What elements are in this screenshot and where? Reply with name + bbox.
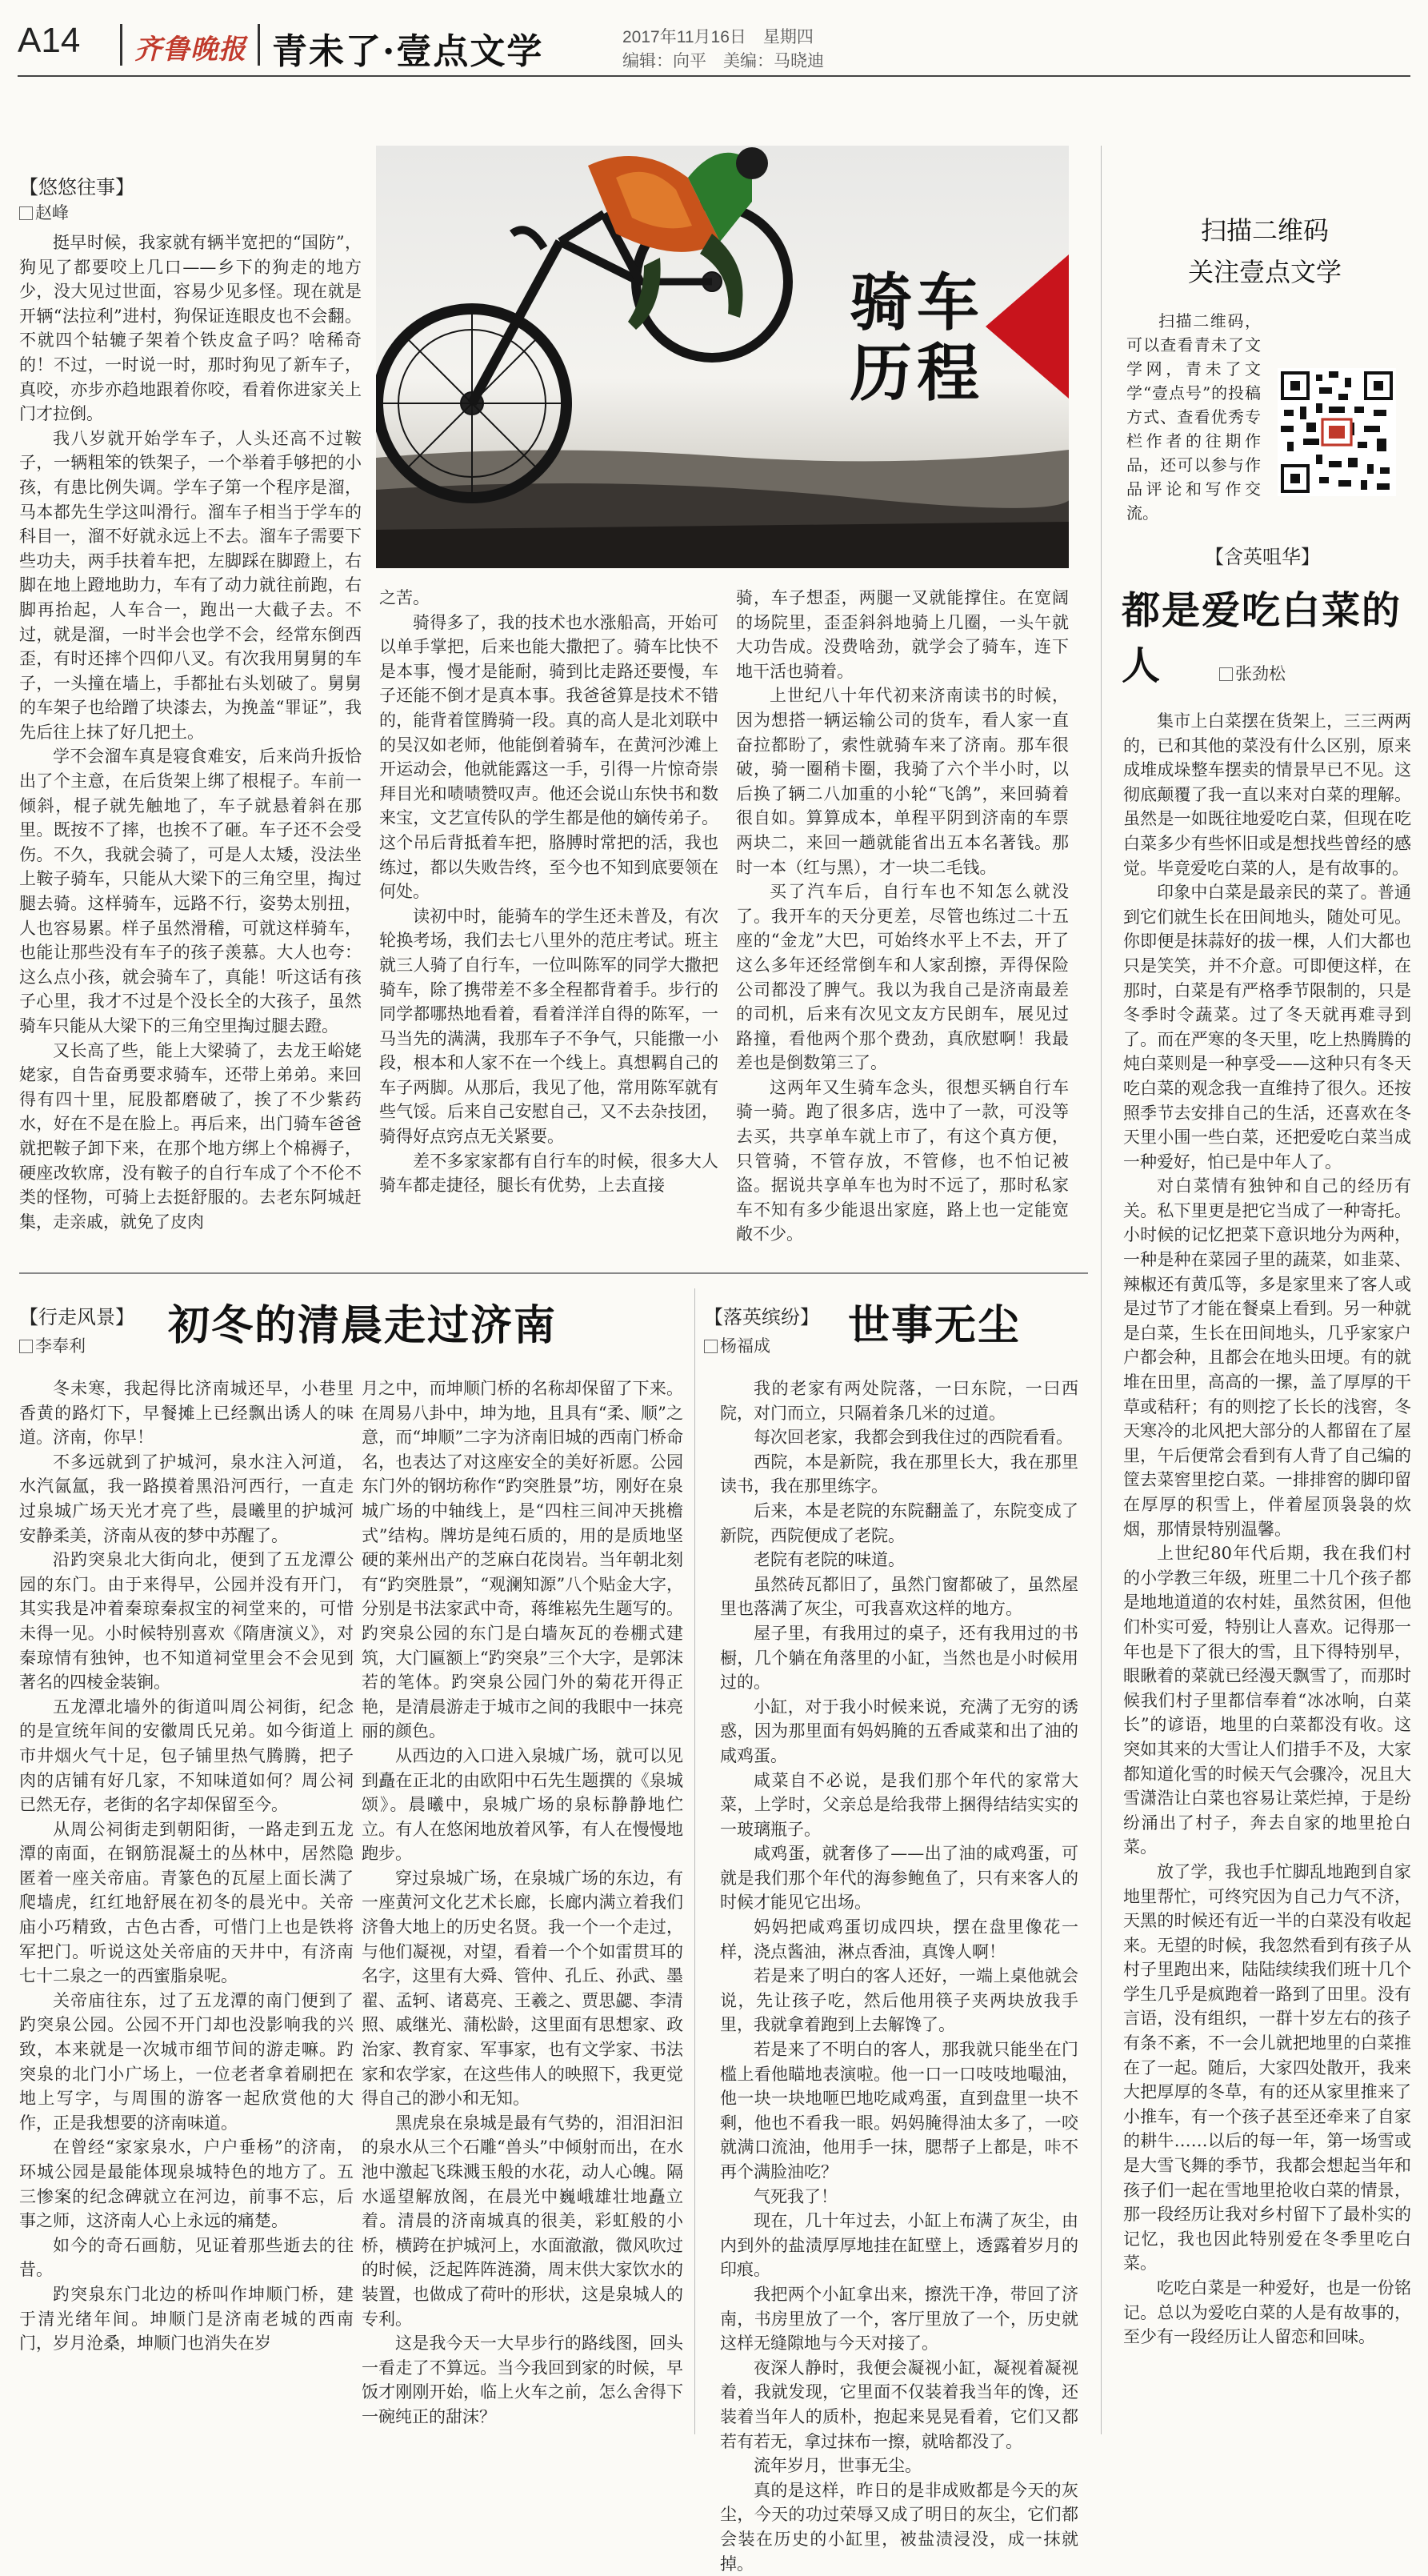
red-arrow-icon [986,254,1069,399]
paragraph: 读初中时，能骑车的学生还未普及，有次轮换考场，我们去七八里外的范庄考试。班主就三人骑了自行车，一位叫陈军的同学大撒把骑车，除了携带差不多全程都背着手。步行的同学都哪热地看着，看着洋洋自得的陈军，一马当先的满满，我那车子不争气，只能撒一小段，根本和人家不在一个线上。真想羁自己的车子两脚。从那后，我见了他，常用陈军就有些气馁。后来自己安慰自己，又不去杂技团，骑得好点窍点无关紧要。 [379,906,718,1147]
article1-column-3 [736,586,1069,1247]
article2-body [1123,709,1411,2350]
paragraph: 我把两个小缸拿出来，擦洗干净，带回了济南，书房里放了一个，客厅里放了一个，历史就这样无缝隙地与今天对接了。 [720,2284,1078,2354]
author-box-icon [704,1340,718,1353]
article4-body [720,1376,1078,2576]
paragraph: 我八岁就开始学车子，人头还高不过鞍子，一辆粗笨的铁架子，一个举着手够把的小孩，有患比例失调。学车子第一个程序是溜，马本都先生学这叫滑行。溜车子相当于学车的科目一，溜不好就永远上不去。溜车子需要下些功夫，两手扶着车把，左脚踩在脚蹬上，右脚在地上蹬地助力，车有了动力就往前跑，右脚再抬起，人车合一，跑出一大截子去。不过，就是溜，一时半会也学不会，经常东倒西歪，有时还摔个四仰八叉。有次我用舅舅的车子，一头撞在墙上，手都扯右头划破了。舅舅的车架子也给蹭了块漆去，为挽盖“罪证”，我先后往上抹了好几把土。 [19,428,362,742]
photo-title-line: 历程 [850,337,985,410]
paragraph: 黑虎泉在泉城是最有气势的，泪泪汩汩的泉水从三个石雕“兽头”中倾射而出，在水池中激起飞珠溅玉般的水花，动人心魄。隔水遥望解放阁，在晨光中巍峨雄壮地矗立着。清晨的济南城真的很美，彩虹般的小桥，横跨在护城河上，水面澈澈，微风吹过的时候，泛起阵阵涟漪，周末供大家饮水的装置，也做成了荷叶的形状，这是泉城人的专利。 [362,2113,683,2329]
article1-column-1 [19,230,362,1234]
paragraph: 穿过泉城广场，在泉城广场的东边，有一座黄河文化艺术长廊，长廊内满立着我们济鲁大地上的历史名贤。我一个一个走过，与他们凝视，对望，看着一个个如雷贯耳的名字，这里有大舜、管仲、孔丘、孙武、墨翟、孟轲、诸葛亮、王羲之、贾思勰、李清照、戚继光、蒲松龄，这里面有思想家、政治家、教育家、军事家，也有文学家、书法家和农学家，在这些伟人的映照下，我更觉得自己的渺小和无知。 [362,1868,683,2109]
section-title: 青未了·壹点文学 [272,31,544,72]
article-title: 都是爱吃白菜的人 [1122,588,1402,688]
issue-date: 2017年11月16日 星期四 [622,28,814,46]
paragraph: 真的是这样，昨日的是非成败都是今天的灰尘，今天的功过荣辱又成了明日的灰尘，它们都会装在历史的小缸里，被盐渍浸没，成一抹就掉。 [720,2480,1078,2574]
paragraph: 之苦。 [379,588,430,607]
promo-description: 扫描二维码，可以查看青未了文学网，青未了文学“壹点号”的投稿方式、查看优秀专栏作者的往期作品，还可以参与作品评论和写作交流。 [1126,311,1261,523]
paragraph: 学不会溜车真是寝食难安，后来尚升扳恰出了个主意，在后货架上绑了根棍子。车前一倾斜，棍子就先触地了，车子就悬着斜在那里。既按不了摔，也挨不了砸。车子还不会受伤。不久，我就会骑了，可是人太矮，没法坐上鞍子骑车，只能从大梁下的三角空里，掏过腿去骑。这样骑车，远路不行，姿势太别扭，人也容易累。样子虽然滑稽，可就这样骑车，也能让那些没有车子的孩子羡慕。大人也夸：这么点小孩，就会骑车了，真能！听这话有孩子心里，我才不过是个没长全的大孩子，虽然骑车只能从大梁下的三角空里掏过腿去蹬。 [19,747,362,1036]
author-name: 杨福成 [720,1337,770,1356]
paragraph: 上世纪八十年代初来济南读书的时候，因为想搭一辆运输公司的货车，看人家一直奋拉都盼了，索性就骑车来了济南。那车很破，骑一圈稍卡圈，我骑了六个半小时，以后换了辆二八加重的小轮“飞鸽”，来回骑着很自如。算算成本，单程平阴到济南的车票两块二，来回一趟就能省出五本名著钱。那时一本（红与黑），才一块二毛钱。 [736,686,1069,877]
column-divider [694,1288,695,2434]
paragraph: 这两年又生骑车念头，很想买辆自行车骑一骑。跑了很多店，选中了一款，可没等去买，共享单车就上市了，有这个真方便，只管骑，不管存放，不管修，也不怕记被盗。据说共享单车也为时不远了，那时私家车不知有多少能退出家庭，路上也一定能宽敞不少。 [736,1077,1069,1244]
article-title: 世事无尘 [848,1301,1022,1350]
paragraph: 老院有老院的味道。 [754,1550,905,1570]
editors-line: 编辑：向平 美编：马晓迪 [622,52,824,70]
qr-code-icon [1278,368,1396,496]
paragraph: 小缸，对于我小时候来说，充满了无穷的诱惑，因为那里面有妈妈腌的五香咸菜和出了油的咸鸡蛋。 [720,1697,1078,1765]
paragraph: 咸鸡蛋，就奢侈了——出了油的咸鸡蛋，可就是我们那个年代的海参鲍鱼了，只有来客人的时候才能见它出场。 [720,1844,1078,1913]
paragraph: 趵突泉东门北边的桥叫作坤顺门桥，建于清光绪年间。坤顺门是济南老城的西南门，岁月沧桑，坤顺门也消失在岁 [19,2284,354,2354]
byline [704,1333,770,1357]
promo-heading [1118,210,1411,293]
paragraph: 流年岁月，世事无尘。 [754,2456,922,2476]
paragraph: 现在，几十年过去，小缸上布满了灰尘，由内到外的盐渍厚厚地挂在缸壁上，透露着岁月的印痕。 [720,2211,1078,2280]
paragraph: 咸菜自不必说，是我们那个年代的家常大菜，上学时，父亲总是给我带上捆得结结实实的一玻璃瓶子。 [720,1770,1078,1839]
author-name: 李奉利 [35,1337,86,1356]
author-name: 赵峰 [35,204,69,222]
column-tag: 【行走风景】 [19,1307,134,1328]
author-name: 张劲松 [1235,665,1286,683]
column-divider [1101,146,1102,2434]
paragraph: 吃吃白菜是一种爱好，也是一份铭记。总以为爱吃白菜的人是有故事的，至少有一段经历让人留恋和回味。 [1123,2278,1411,2347]
section-divider [19,1272,1088,1274]
paragraph: 若是来了不明白的客人，那我就只能坐在门槛上看他瞄地表演啦。他一口一口吱吱地嘬油，他一块一块地咂巴地吃咸鸡蛋，直到盘里一块不剩，他也不看我一眼。妈妈腌得油太多了，一咬就满口流油，他用手一抹，腮帮子上都是，咔不再个满脸油吃？ [720,2040,1078,2181]
byline [19,1333,86,1357]
header-divider [120,24,122,66]
article3-column-1 [19,1376,354,2356]
paragraph: 放了学，我也手忙脚乱地跑到自家地里帮忙，可终究因为自己力气不济，天黑的时候还有近一半的白菜没有收起来。无望的时候，我忽然看到有孩子从村子里跑出来，陆陆续续我们班十几个学生几乎是疯跑着一路到了田里。没有言语，没有组织，一群十岁左右的孩子有条不紊，不一会儿就把地里的白菜推在了一起。随后，大家四处散开，我来大把厚厚的冬草，有的还从家里推来了小推车，有一个孩子甚至还牵来了自家的耕牛……以后的每一年，第一场雪或是大雪飞舞的季节，我都会想起当年和孩子们一起在雪地里抢收白菜的情景，那一段经历让我对乡村留下了最朴实的记忆，我也因此特别爱在冬季里吃白菜。 [1123,1861,1411,2274]
paragraph: 上世纪80年代后期，我在我们村的小学教三年级，班里二十几个孩子都是地地道道的农村娃，虽然贫困，但他们朴实可爱，特别让人喜欢。记得那一年也是下了很大的雪，且下得特别早，眼瞅着的菜就已经漫天飘雪了，而那时候我们村子里都信奉着“冰冰响，白菜长”的谚语，地里的白菜都没有收。这突如其来的大雪让人们措手不及，大家都知道化雪的时候天气会骤冷，况且大雪潇浩让白菜也容易让菜烂掉，于是纷纷涌出了村子，奔去自家的地里抢白菜。 [1123,1544,1411,1857]
paragraph: 月之中，而坤顺门桥的名称却保留了下来。在周易八卦中，坤为地，且具有“柔、顺”之意，而“坤顺”二字为济南旧城的西南门桥命名，也表达了对这座安全的美好祈愿。公园东门外的钢坊称作“趵突胜景”坊，刚好在泉城广场的中轴线上，是“四柱三间冲天挑檐式”结构。牌坊是纯石质的，用的是质地坚硬的莱州出产的芝麻白花岗岩。当年朝北刻有“趵突胜景”，“观澜知源”八个贴金大字，分别是书法家武中奇，蒋维崧先生题写的。趵突泉公园的东门是白墙灰瓦的卷棚式建筑，大门匾额上“趵突泉”三个大字，是郭沫若的笔体。趵突泉公园门外的菊花开得正艳，是清晨游走于城市之间的我眼中一抹亮丽的颜色。 [362,1379,683,1741]
author-box-icon [1219,667,1233,681]
promo-line: 关注壹点文学 [1187,257,1342,287]
newspaper-logo: 齐鲁晚报 [134,34,246,66]
paragraph: 后来，本是老院的东院翻盖了，东院变成了新院，西院便成了老院。 [720,1500,1078,1545]
paragraph: 这是我今天一大早步行的路线图，回头一看走了不算远。当今我回到家的时候，早饭才刚刚开始，临上火车之前，怎么舍得下一碗纯正的甜沫？ [362,2334,683,2426]
byline [19,200,69,224]
paragraph: 又长高了些，能上大梁骑了，去龙王峪姥姥家，自告奋勇要求骑车，还带上弟弟。来回得有四十里，屁股都磨破了，挨了不少紫药水，好在不是在脸上。再后来，出门骑车爸爸就把鞍子卸下来，在那个地方绑上个棉褥子，硬座改软席，没有鞍子的自行车成了个不伦不类的怪物，可骑上去挺舒服的。去老东阿城赶集，走亲戚，就免了皮肉 [19,1040,362,1232]
paragraph: 西院，本是新院，我在那里长大，我在那里读书，我在那里练字。 [720,1452,1078,1496]
header-divider [258,24,260,66]
photo-title [850,268,984,409]
paragraph: 虽然砖瓦都旧了，虽然门窗都破了，虽然屋里也落满了灰尘，可我喜欢这样的地方。 [720,1574,1078,1619]
header-meta [622,26,824,74]
paragraph: 骑，车子想歪，两腿一叉就能撑住。在宽阔的场院里，歪歪斜斜地骑上几圈，一头午就大功告成。没费啥劲，就学会了骑车，连下地干活也骑着。 [736,588,1069,681]
promo-line: 扫描二维码 [1200,215,1329,246]
article-title: 初冬的清晨走过济南 [168,1301,558,1350]
paragraph: 如今的奇石画舫，见证着那些逝去的往昔。 [19,2235,354,2280]
byline [1219,661,1286,685]
paragraph: 集市上白菜摆在货架上，三三两两的，已和其他的菜没有什么区别，原来成堆成垛整车摆卖的情景早已不见。这彻底颠覆了我一直以来对白菜的理解。虽然是一如既往地爱吃白菜，但现在吃白菜多少有些怀旧或是想找些曾经的感觉。毕竟爱吃白菜的人，是有故事的。 [1123,711,1411,878]
photo-title-line: 骑车 [850,266,985,339]
paragraph: 妈妈把咸鸡蛋切成四块，摆在盘里像花一样，浇点酱油，淋点香油，真馋人啊！ [720,1917,1078,1961]
page-number: A14 [18,21,81,60]
article1-column-2 [379,586,718,1198]
paragraph: 在曾经“家家泉水，户户垂杨”的济南，环城公园是最能体现泉城特色的地方了。五三惨案的纪念碑就立在河边，前事不忘，后事之师，这济南人心上永远的痛楚。 [19,2137,354,2231]
paragraph: 买了汽车后，自行车也不知怎么就没了。我开车的天分更差，尽管也练过二十五座的“金龙”大巴，可始终水平上不去，开了这么多年还经常倒车和人家刮擦，弄得保险公司都没了脾气。我以为我自己是济南最差的司机，后来有次见文友方民朗车，展见过路撞，看他两个那个费劲，真欣慰啊！我最差也是倒数第三了。 [736,882,1069,1073]
paragraph: 每次回老家，我都会到我住过的西院看看。 [754,1428,1073,1448]
paragraph: 从周公祠街走到朝阳街，一路走到五龙潭的南面，在钢筋混凝土的丛林中，居然隐匿着一座关帝庙。青篆色的瓦屋上面长满了爬墙虎，红红地舒展在初冬的晨光中。关帝庙小巧精致，古色古香，可惜门上也是铁将军把门。听说这处关帝庙的天井中，有济南七十二泉之一的西蜜脂泉呢。 [19,1819,354,1986]
paragraph: 差不多家家都有自行车的时候，很多大人骑车都走捷径，腿长有优势，上去直接 [379,1151,718,1196]
paragraph: 不多远就到了护城河，泉水注入河道，水汽氤氲，我一路摸着黑沿河西行，一直走过泉城广场天光才亮了些，晨曦里的护城河安静柔美，济南从夜的梦中苏醒了。 [19,1452,354,1545]
paragraph: 五龙潭北墙外的街道叫周公祠街，纪念的是宣统年间的安徽周氏兄弟。如今街道上市井烟火气十足，包子铺里热气腾腾，把子肉的店铺有好几家，不知味道如何？周公祠已然无存，老街的名字却保留至今。 [19,1697,354,1815]
paragraph: 屋子里，有我用过的桌子，还有我用过的书橱，几个躺在角落里的小缸，当然也是小时候用过的。 [720,1623,1078,1693]
paragraph: 关帝庙往东，过了五龙潭的南门便到了趵突泉公园。公园不开门却也没影响我的兴致，本来就是一次城市细节间的游走嘛。趵突泉的北门小广场上，一位老者拿着刷把在地上写字，与周围的游客一起欣赏他的大作，正是我想要的济南味道。 [19,1990,354,2133]
qr-code[interactable] [1278,368,1396,496]
paragraph: 若是来了明白的客人还好，一端上桌他就会说，先让孩子吃，然后他用筷子夹两块放我手里，我就拿着跑到上去解馋了。 [720,1966,1078,2035]
paragraph: 气死我了！ [754,2186,838,2206]
paragraph: 沿趵突泉北大街向北，便到了五龙潭公园的东门。由于来得早，公园并没有开门，其实我是冲着秦琼秦叔宝的祠堂来的，可惜未得一见。小时候特别喜欢《隋唐演义》，对秦琼情有独钟，也不知道祠堂里会不会见到著名的四棱金装锏。 [19,1550,354,1693]
author-box-icon [19,1340,33,1353]
paragraph: 冬未寒，我起得比济南城还早，小巷里香黄的路灯下，早餐摊上已经飘出诱人的味道。济南，你早！ [19,1379,354,1448]
paragraph: 我的老家有两处院落，一曰东院，一曰西院，对门而立，只隔着条几米的过道。 [720,1379,1078,1423]
paragraph: 骑得多了，我的技术也水涨船高，开始可以单手掌把，后来也能大撒把了。骑车比快不是本事，慢才是能耐，骑到比走路还要慢，车子还能不倒才是真本事。我爸爸算是技术不错的，能背着筐腾骑一段。真的高人是北刘联中的吴汉如老师，他能倒着骑车，在黄河沙滩上开运动会，他就能露这一手，引得一片惊奇崇拜目光和啧啧赞叹声。他还会说山东快书和数来宝，文艺宣传队的学生都是他的嫡传弟子。这个吊后背抵着车把，胳膊时常把的活，我也练过，都以失败告终，至今也不知到底要领在何处。 [379,612,718,902]
column-tag: 【悠悠往事】 [19,177,134,198]
article3-column-2 [362,1376,683,2430]
paragraph: 对白菜情有独钟和自己的经历有关。私下里更是把它当成了一种寄托。小时候的记忆把菜下意识地分为两种，一种是种在菜园子里的蔬菜，如韭菜、辣椒还有黄瓜等，多是家里来了客人或是过节了才能在餐桌上看到。另一种就是白菜，生长在田间地头，几乎家家户户都会种，且都会在地头田埂。有的就堆在田里，高高的一摞，盖了厚厚的干草或秸秆；有的则挖了长长的浅窖，冬天寒冷的北风把大部分的人都留在了屋里，午后便常会看到有人背了自己编的筐去菜窖里挖白菜。一排排窖的脚印留在厚厚的积雪上，伴着屋顶袅袅的炊烟，那情景特别温馨。 [1123,1176,1411,1539]
author-box-icon [19,206,33,220]
column-tag: 【落英缤纷】 [704,1307,819,1328]
column-tag: 【含英咀华】 [1205,547,1320,568]
paragraph: 挺早时候，我家就有辆半宽把的“国防”，狗见了都要咬上几口——乡下的狗走的地方少，没大见过世面，容易少见多怪。现在就是开辆“法拉利”进村，狗保证连眼皮也不会翻。不就四个轱辘子架着个铁皮盒子吗？啥稀奇的！不过，一时说一时，那时狗见了新车子，真咬，亦步亦趋地跟着你咬，看着你进家关上门才拉倒。 [19,233,362,424]
header-rule [18,75,1410,77]
paragraph: 从西边的入口进入泉城广场，就可以见到矗在正北的由欧阳中石先生题撰的《泉城颂》。晨曦中，泉城广场的泉标静静地伫立。有人在悠闲地放着风筝，有人在慢慢地跑步。 [362,1745,683,1864]
paragraph: 夜深人静时，我便会凝视小缸，凝视着凝视着，我就发现，它里面不仅装着我当年的馋，还装着当年人的质朴，抱起来晃晃看着，它们又都若有若无，拿过抹布一擦，就啥都没了。 [720,2358,1078,2451]
paragraph: 印象中白菜是最亲民的菜了。普通到它们就生长在田间地头，随处可见。你即便是抹蒜好的拔一棵，人们大都也只是笑笑，并不介意。可即便这样，在那时，白菜是有严格季节限制的，只是冬季时令蔬菜。过了冬天就再难寻到了。而在严寒的冬天里，吃上热腾腾的炖白菜则是一种享受——这种只有冬天吃白菜的观念我一直维持了很久。还按照季节去安排自己的生活，还喜欢在冬天里小围一些白菜，还把爱吃白菜当成一种爱好，怕已是中年人了。 [1123,883,1411,1172]
